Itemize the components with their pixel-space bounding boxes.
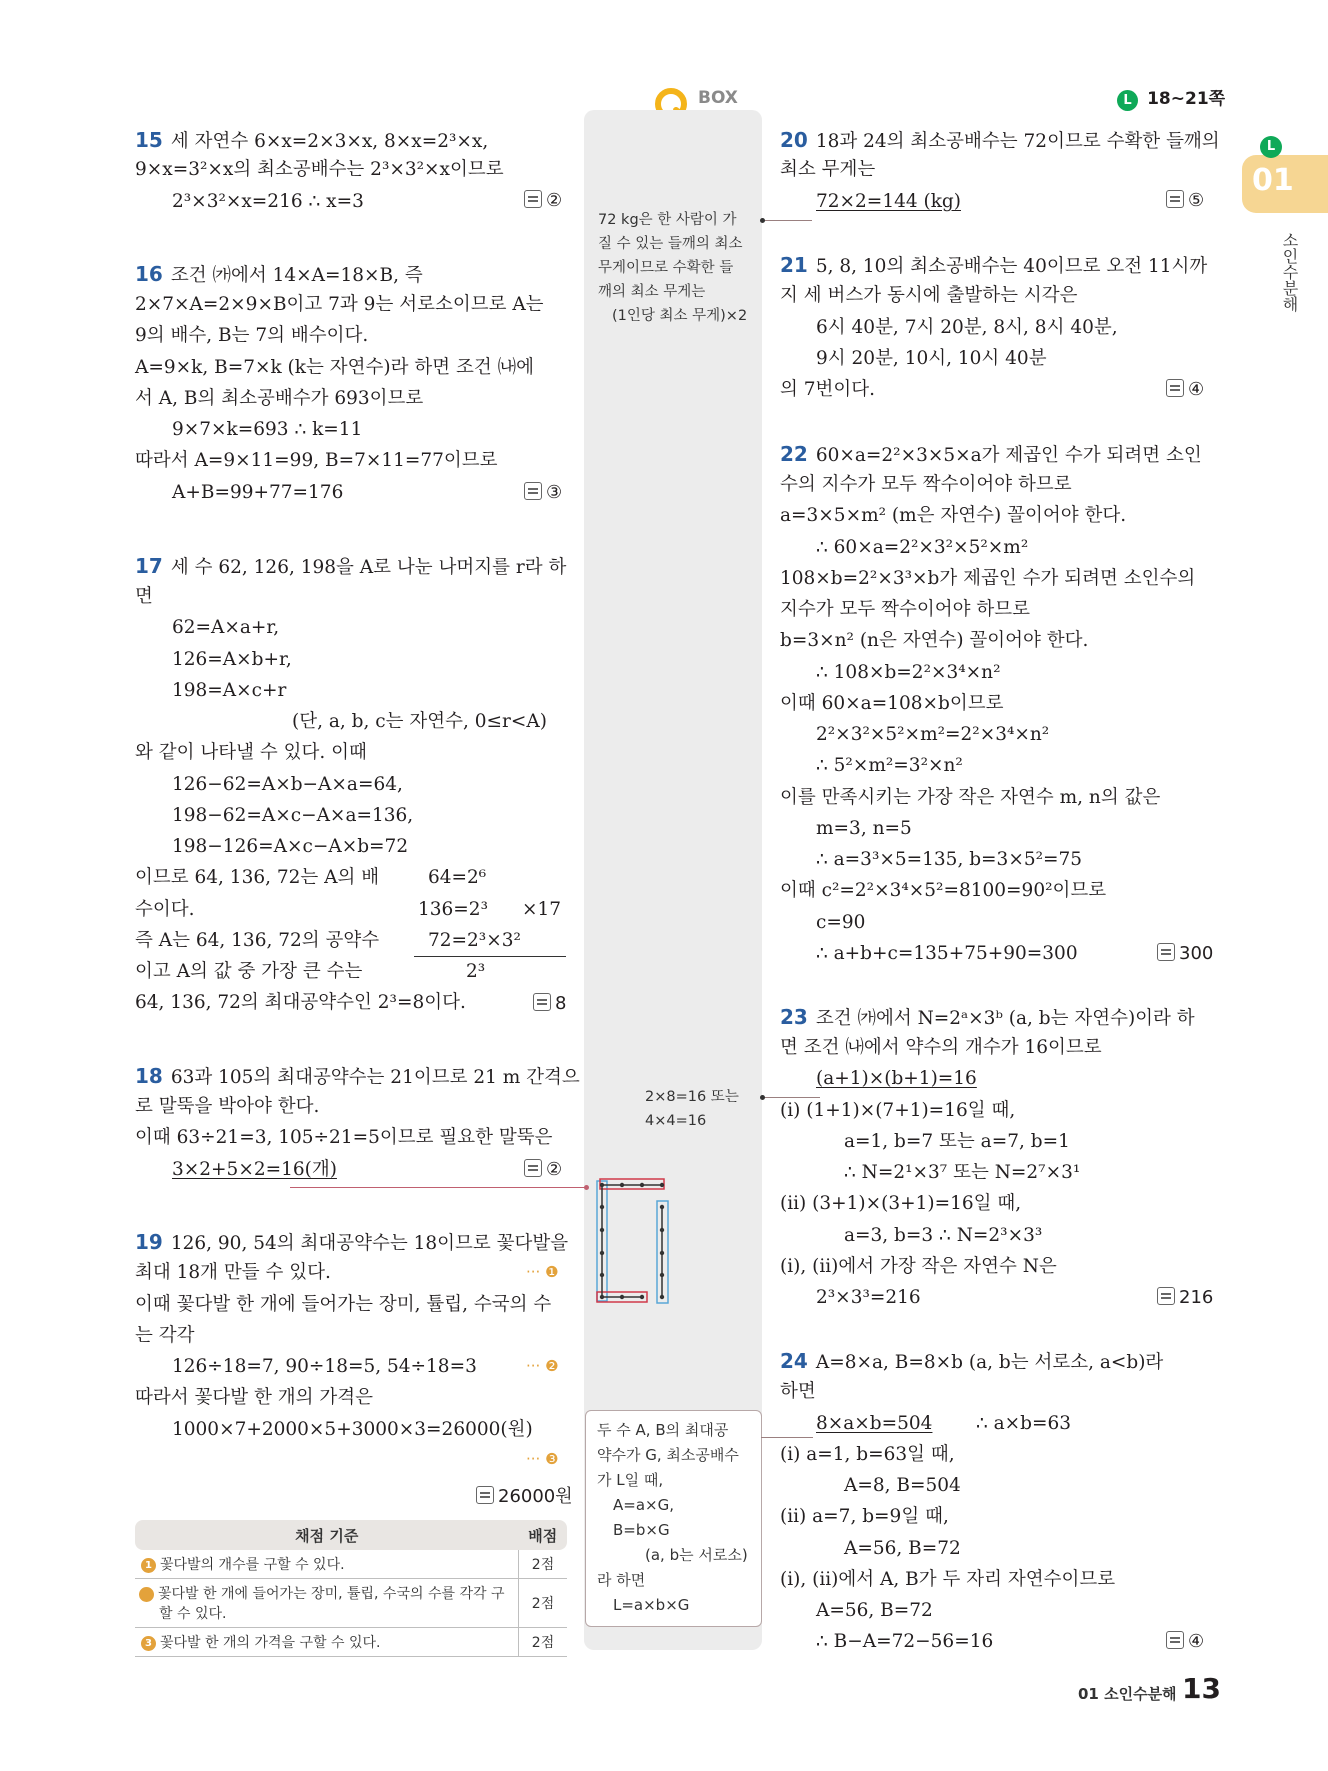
text-line: ∴ 60×a=2²×3²×5²×m² — [816, 537, 1029, 558]
factorization: 136=2³ — [418, 899, 488, 920]
text-line: 즉 A는 64, 136, 72의 공약수 — [135, 930, 380, 951]
answer-icon — [524, 190, 542, 208]
step-number-badge: 2 — [139, 1587, 154, 1602]
problem-22: 22 60×a=2²×3×5×a가 제곱인 수가 되려면 소인 — [780, 442, 1202, 466]
text-line: 서 A, B의 최소공배수가 693이므로 — [135, 388, 424, 409]
scoring-table — [135, 1520, 567, 1657]
answer-24: ④ — [1166, 1631, 1204, 1652]
text-line: 수의 지수가 모두 짝수이어야 하므로 — [780, 474, 1072, 495]
text-line: 이때 꽃다발 한 개에 들어가는 장미, 튤립, 수국의 수 — [135, 1294, 552, 1315]
problem-21: 21 5, 8, 10의 최소공배수는 40이므로 오전 11시까 — [780, 253, 1208, 277]
box-note-1: 72 kg은 한 사람이 가 질 수 있는 들깨의 최소 무게이므로 수확한 들 깨의 최소 무게는 (1인당 최소 무게)×2 — [598, 212, 748, 324]
chapter-number: 01 — [1252, 163, 1294, 198]
text-line: 이때 60×a=108×b이므로 — [780, 693, 1004, 714]
answer-16: ③ — [524, 482, 562, 503]
text-line: 수이다. — [135, 899, 195, 920]
text-line: 1000×7+2000×5+3000×3=26000(원) — [172, 1419, 533, 1440]
text-line: 126÷18=7, 90÷18=5, 54÷18=3 — [172, 1356, 477, 1377]
problem-17: 17 세 수 62, 126, 198을 A로 나눈 나머지를 r라 하 — [135, 554, 567, 578]
page-range: 18~21쪽 — [1147, 89, 1226, 109]
text-line: A=56, B=72 — [816, 1600, 933, 1621]
text-line: A=9×k, B=7×k (k는 자연수)라 하면 조건 ㈏에 — [135, 357, 534, 378]
answer-23: 216 — [1157, 1287, 1213, 1308]
box-note-2: 2×8=16 또는 4×4=16 — [645, 1089, 739, 1129]
text-line: ∴ 5²×m²=3²×n² — [816, 755, 963, 776]
box-label: BOX — [698, 88, 738, 108]
footer-title: 01 소인수분해 — [1078, 1685, 1177, 1703]
text-line: a=3×5×m² (m은 자연수) 꼴이어야 한다. — [780, 505, 1127, 526]
leader-line-fence — [290, 1187, 587, 1188]
text-line: 9×x=3²×x의 최소공배수는 2³×3²×x이므로 — [135, 159, 504, 180]
factorization: 72=2³×3² — [428, 930, 521, 951]
text-line: 2×7×A=2×9×B이고 7과 9는 서로소이므로 A는 — [135, 294, 544, 315]
text-line: 이때 c²=2²×3⁴×5²=8100=90²이므로 — [780, 880, 1107, 901]
problem-23: 23 조건 ㈎에서 N=2ᵃ×3ᵇ (a, b는 자연수)이라 하 — [780, 1005, 1195, 1029]
text-line: (i), (ii)에서 A, B가 두 자리 자연수이므로 — [780, 1569, 1116, 1590]
problem-number: 15 — [135, 128, 163, 152]
text-line: 2³×3²×x=216 ∴ x=3 — [172, 191, 364, 212]
text-line: (ii) a=7, b=9일 때, — [780, 1506, 949, 1527]
problem-number: 19 — [135, 1230, 163, 1254]
problem-number: 22 — [780, 442, 808, 466]
table-header — [135, 1520, 567, 1550]
answer-20: ⑤ — [1166, 190, 1204, 211]
text-line: 이때 63÷21=3, 105÷21=5이므로 필요한 말뚝은 — [135, 1127, 553, 1148]
problem-19: 19 126, 90, 54의 최대공약수는 18이므로 꽃다발을 — [135, 1230, 569, 1254]
text-line: 72×2=144 (kg) — [816, 191, 961, 212]
text-line: b=3×n² (n은 자연수) 꼴이어야 한다. — [780, 630, 1089, 651]
step-number-badge: 1 — [141, 1558, 156, 1573]
problem-15: 15 세 자연수 6×x=2×3×x, 8×x=2³×x, — [135, 128, 489, 152]
step-marker-1: ··· ❶ — [526, 1263, 559, 1281]
table-row: 1 꽃다발의 개수를 구할 수 있다. 2점 — [135, 1550, 567, 1579]
text-line: 2²×3²×5²×m²=2²×3⁴×n² — [816, 724, 1050, 745]
text-line: 6시 40분, 7시 20분, 8시, 8시 40분, — [816, 317, 1118, 338]
answer-icon — [533, 993, 551, 1011]
text-line: 최대 18개 만들 수 있다. — [135, 1262, 331, 1283]
answer-19: 26000원 — [476, 1482, 573, 1508]
text-line: (a+1)×(b+1)=16 — [816, 1068, 977, 1089]
problem-16: 16 조건 ㈎에서 14×A=18×B, 즉 — [135, 262, 423, 286]
table-row: 3 꽃다발 한 개의 가격을 구할 수 있다. 2점 — [135, 1628, 567, 1657]
text-line: ∴ a=3³×5=135, b=3×5²=75 — [816, 849, 1083, 870]
text-line: (i) (1+1)×(7+1)=16일 때, — [780, 1100, 1016, 1121]
text-line: (i), (ii)에서 가장 작은 자연수 N은 — [780, 1256, 1057, 1277]
text-line: 와 같이 나타낼 수 있다. 이때 — [135, 742, 367, 763]
answer-icon — [1166, 1631, 1184, 1649]
text-line: m=3, n=5 — [816, 818, 912, 839]
text-line: 62=A×a+r, — [172, 617, 280, 638]
text-line: 9시 20분, 10시, 10시 40분 — [816, 348, 1047, 369]
text-line: A=56, B=72 — [844, 1538, 961, 1559]
answer-icon — [524, 1159, 542, 1177]
problem-number: 18 — [135, 1064, 163, 1088]
text-line: A+B=99+77=176 — [172, 482, 344, 503]
text-line: 8×a×b=504 — [816, 1413, 933, 1434]
answer-icon — [1166, 379, 1184, 397]
text-line: 이므로 64, 136, 72는 A의 배 — [135, 867, 380, 888]
fence-diagram — [590, 1175, 680, 1310]
text-line: (단, a, b, c는 자연수, 0≤r<A) — [292, 711, 547, 732]
problem-18: 18 63과 105의 최대공약수는 21이므로 21 m 간격으 — [135, 1064, 580, 1088]
answer-15: ② — [524, 190, 562, 211]
factorization: 64=2⁶ — [428, 867, 487, 888]
problem-20: 20 18과 24의 최소공배수는 72이므로 수확한 들깨의 — [780, 128, 1220, 152]
problem-number: 23 — [780, 1005, 808, 1029]
text-line: 9×7×k=693 ∴ k=11 — [172, 419, 363, 440]
text-line: 는 각각 — [135, 1325, 195, 1346]
answer-17: 8 — [533, 993, 566, 1014]
text-line: a=3, b=3 ∴ N=2³×3³ — [844, 1225, 1043, 1246]
step-marker-2: ··· ❷ — [526, 1357, 559, 1375]
step-number-badge: 3 — [141, 1636, 156, 1651]
text-line: a=1, b=7 또는 a=7, b=1 — [844, 1131, 1070, 1152]
text-line: 로 말뚝을 박아야 한다. — [135, 1096, 320, 1117]
text-line: 198−126=A×c−A×b=72 — [172, 836, 409, 857]
text-line: 126=A×b+r, — [172, 649, 292, 670]
answer-21: ④ — [1166, 379, 1204, 400]
box-note-3: 두 수 A, B의 최대공 약수가 G, 최소공배수 가 L일 때, A=a×G, B=b×G (a, b는 서로소) 라 하면 L=a×b×G — [597, 1421, 748, 1614]
text-line: ∴ a×b=63 — [976, 1413, 1072, 1434]
text-line: 면 — [135, 586, 153, 607]
answer-icon — [1157, 1287, 1175, 1305]
leader-dot-2 — [760, 1095, 765, 1100]
text-line: 지 세 버스가 동시에 출발하는 시각은 — [780, 285, 1078, 306]
answer-icon — [1157, 943, 1175, 961]
text-line: 126−62=A×b−A×a=64, — [172, 774, 403, 795]
text-line: 3×2+5×2=16(개) — [172, 1159, 337, 1180]
l-badge-icon: L — [1117, 90, 1138, 111]
text-line: 64, 136, 72의 최대공약수인 2³=8이다. — [135, 992, 466, 1013]
text-line: 의 7번이다. — [780, 379, 876, 400]
text-line: 108×b=2²×3³×b가 제곱인 수가 되려면 소인수의 — [780, 568, 1196, 589]
problem-24: 24 A=8×a, B=8×b (a, b는 서로소, a<b)라 — [780, 1349, 1164, 1373]
problem-number: 24 — [780, 1349, 808, 1373]
text-line: (ii) (3+1)×(3+1)=16일 때, — [780, 1193, 1022, 1214]
text-line: 2³×3³=216 — [816, 1287, 921, 1308]
text-line: 이를 만족시키는 가장 작은 자연수 m, n의 값은 — [780, 787, 1161, 808]
leader-line-3 — [761, 1437, 813, 1438]
text-line: 따라서 꽃다발 한 개의 가격은 — [135, 1387, 373, 1408]
text-line: 9의 배수, B는 7의 배수이다. — [135, 325, 369, 346]
page-number: 13 — [1182, 1672, 1221, 1705]
problem-number: 21 — [780, 253, 808, 277]
text-line: 따라서 A=9×11=99, B=7×11=77이므로 — [135, 450, 498, 471]
text-line: (i) a=1, b=63일 때, — [780, 1444, 955, 1465]
divider-rule — [414, 956, 566, 957]
leader-line-2 — [762, 1097, 820, 1098]
chapter-title: 소인수분해 — [1280, 232, 1299, 312]
text-line: 최소 무게는 — [780, 159, 876, 180]
step-marker-3: ··· ❸ — [526, 1450, 559, 1468]
text-line: 이고 A의 값 중 가장 큰 수는 — [135, 961, 363, 982]
answer-icon — [1166, 190, 1184, 208]
header-points: 배점 — [519, 1520, 568, 1550]
leader-dot-fence — [584, 1185, 589, 1190]
header-criteria: 채점 기준 — [135, 1520, 519, 1550]
problem-number: 20 — [780, 128, 808, 152]
answer-18: ② — [524, 1159, 562, 1180]
answer-icon — [476, 1486, 494, 1504]
factorization: 2³ — [466, 961, 486, 982]
text-line: 면 조건 ㈏에서 약수의 개수가 16이므로 — [780, 1037, 1102, 1058]
table-row: 2 꽃다발 한 개에 들어가는 장미, 튤립, 수국의 수를 각각 구할 수 있다. 2점 — [135, 1579, 567, 1628]
text-line: A=8, B=504 — [844, 1475, 961, 1496]
text-line: ∴ 108×b=2²×3⁴×n² — [816, 662, 1001, 683]
problem-number: 16 — [135, 262, 163, 286]
text-line: 198−62=A×c−A×a=136, — [172, 805, 414, 826]
answer-icon — [524, 482, 542, 500]
text-line: ∴ a+b+c=135+75+90=300 — [816, 943, 1078, 964]
factorization: ×17 — [522, 899, 562, 920]
answer-22: 300 — [1157, 943, 1213, 964]
text-line: c=90 — [816, 912, 866, 933]
chapter-badge-icon: L — [1260, 136, 1282, 158]
page-range-badge — [1117, 84, 1225, 111]
problem-number: 17 — [135, 554, 163, 578]
text-line: 198=A×c+r — [172, 680, 287, 701]
text-line: ∴ N=2¹×3⁷ 또는 N=2⁷×3¹ — [844, 1162, 1081, 1183]
text-line: 지수가 모두 짝수이어야 하므로 — [780, 599, 1030, 620]
text-line: 하면 — [780, 1381, 816, 1402]
leader-line-1 — [762, 220, 812, 221]
leader-dot-1 — [760, 218, 765, 223]
text-line: ∴ B−A=72−56=16 — [816, 1631, 994, 1652]
